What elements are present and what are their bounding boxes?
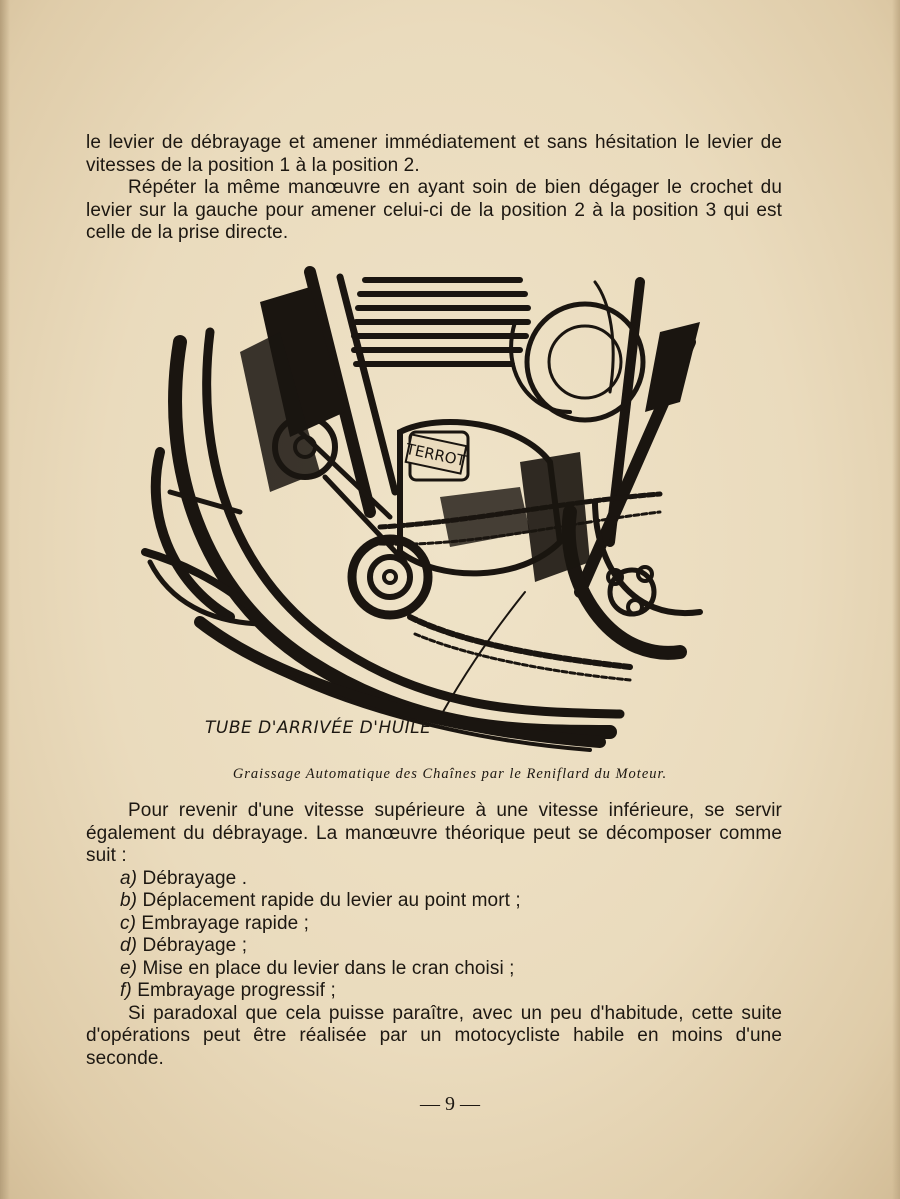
engine-brand-label: TERROT	[404, 439, 468, 471]
list-item: e) Mise en place du levier dans le cran choisi ;	[120, 957, 515, 979]
list-item: d) Débrayage ;	[120, 935, 248, 956]
downshift-steps-list	[86, 868, 782, 1003]
paragraph-closing: Si paradoxal que cela puisse paraître, avec un peu d'habitude, cette suite d'opérations peut être réalisée par un motocycliste habile en moins d'une seconde.	[86, 1002, 782, 1069]
bottom-text-block	[86, 800, 782, 1070]
engine-illustration	[140, 262, 720, 757]
list-item: b) Déplacement rapide du levier au point mort ;	[120, 890, 521, 911]
oil-tube-callout: TUBE D'ARRIVÉE D'HUILE	[205, 718, 432, 738]
list-item: f) Embrayage progressif ;	[120, 980, 336, 1001]
list-item: a) Débrayage .	[120, 867, 248, 889]
list-item: c) Embrayage rapide ;	[120, 912, 310, 934]
page-number: — 9 —	[420, 1093, 480, 1115]
paragraph-continuation: le levier de débrayage et amener immédiatement et sans hésitation le levier de vitesses de la position 1 à la position 2.	[86, 132, 782, 176]
paragraph-third-gear: Répéter la même manœuvre en ayant soin de bien dégager le crochet du levier sur la gauche pour amener celui-ci de la position 2 à la position 3 qui est celle de la prise directe.	[86, 177, 782, 243]
top-text-block	[86, 132, 782, 245]
figure-caption: Graissage Automatique des Chaînes par le Reniflard du Moteur.	[232, 766, 668, 782]
engine-drawing	[140, 262, 720, 757]
paragraph-downshift-intro: Pour revenir d'une vitesse supérieure à une vitesse inférieure, se servir également du débrayage. La manœuvre théorique peut se décomposer comme suit :	[86, 800, 782, 866]
